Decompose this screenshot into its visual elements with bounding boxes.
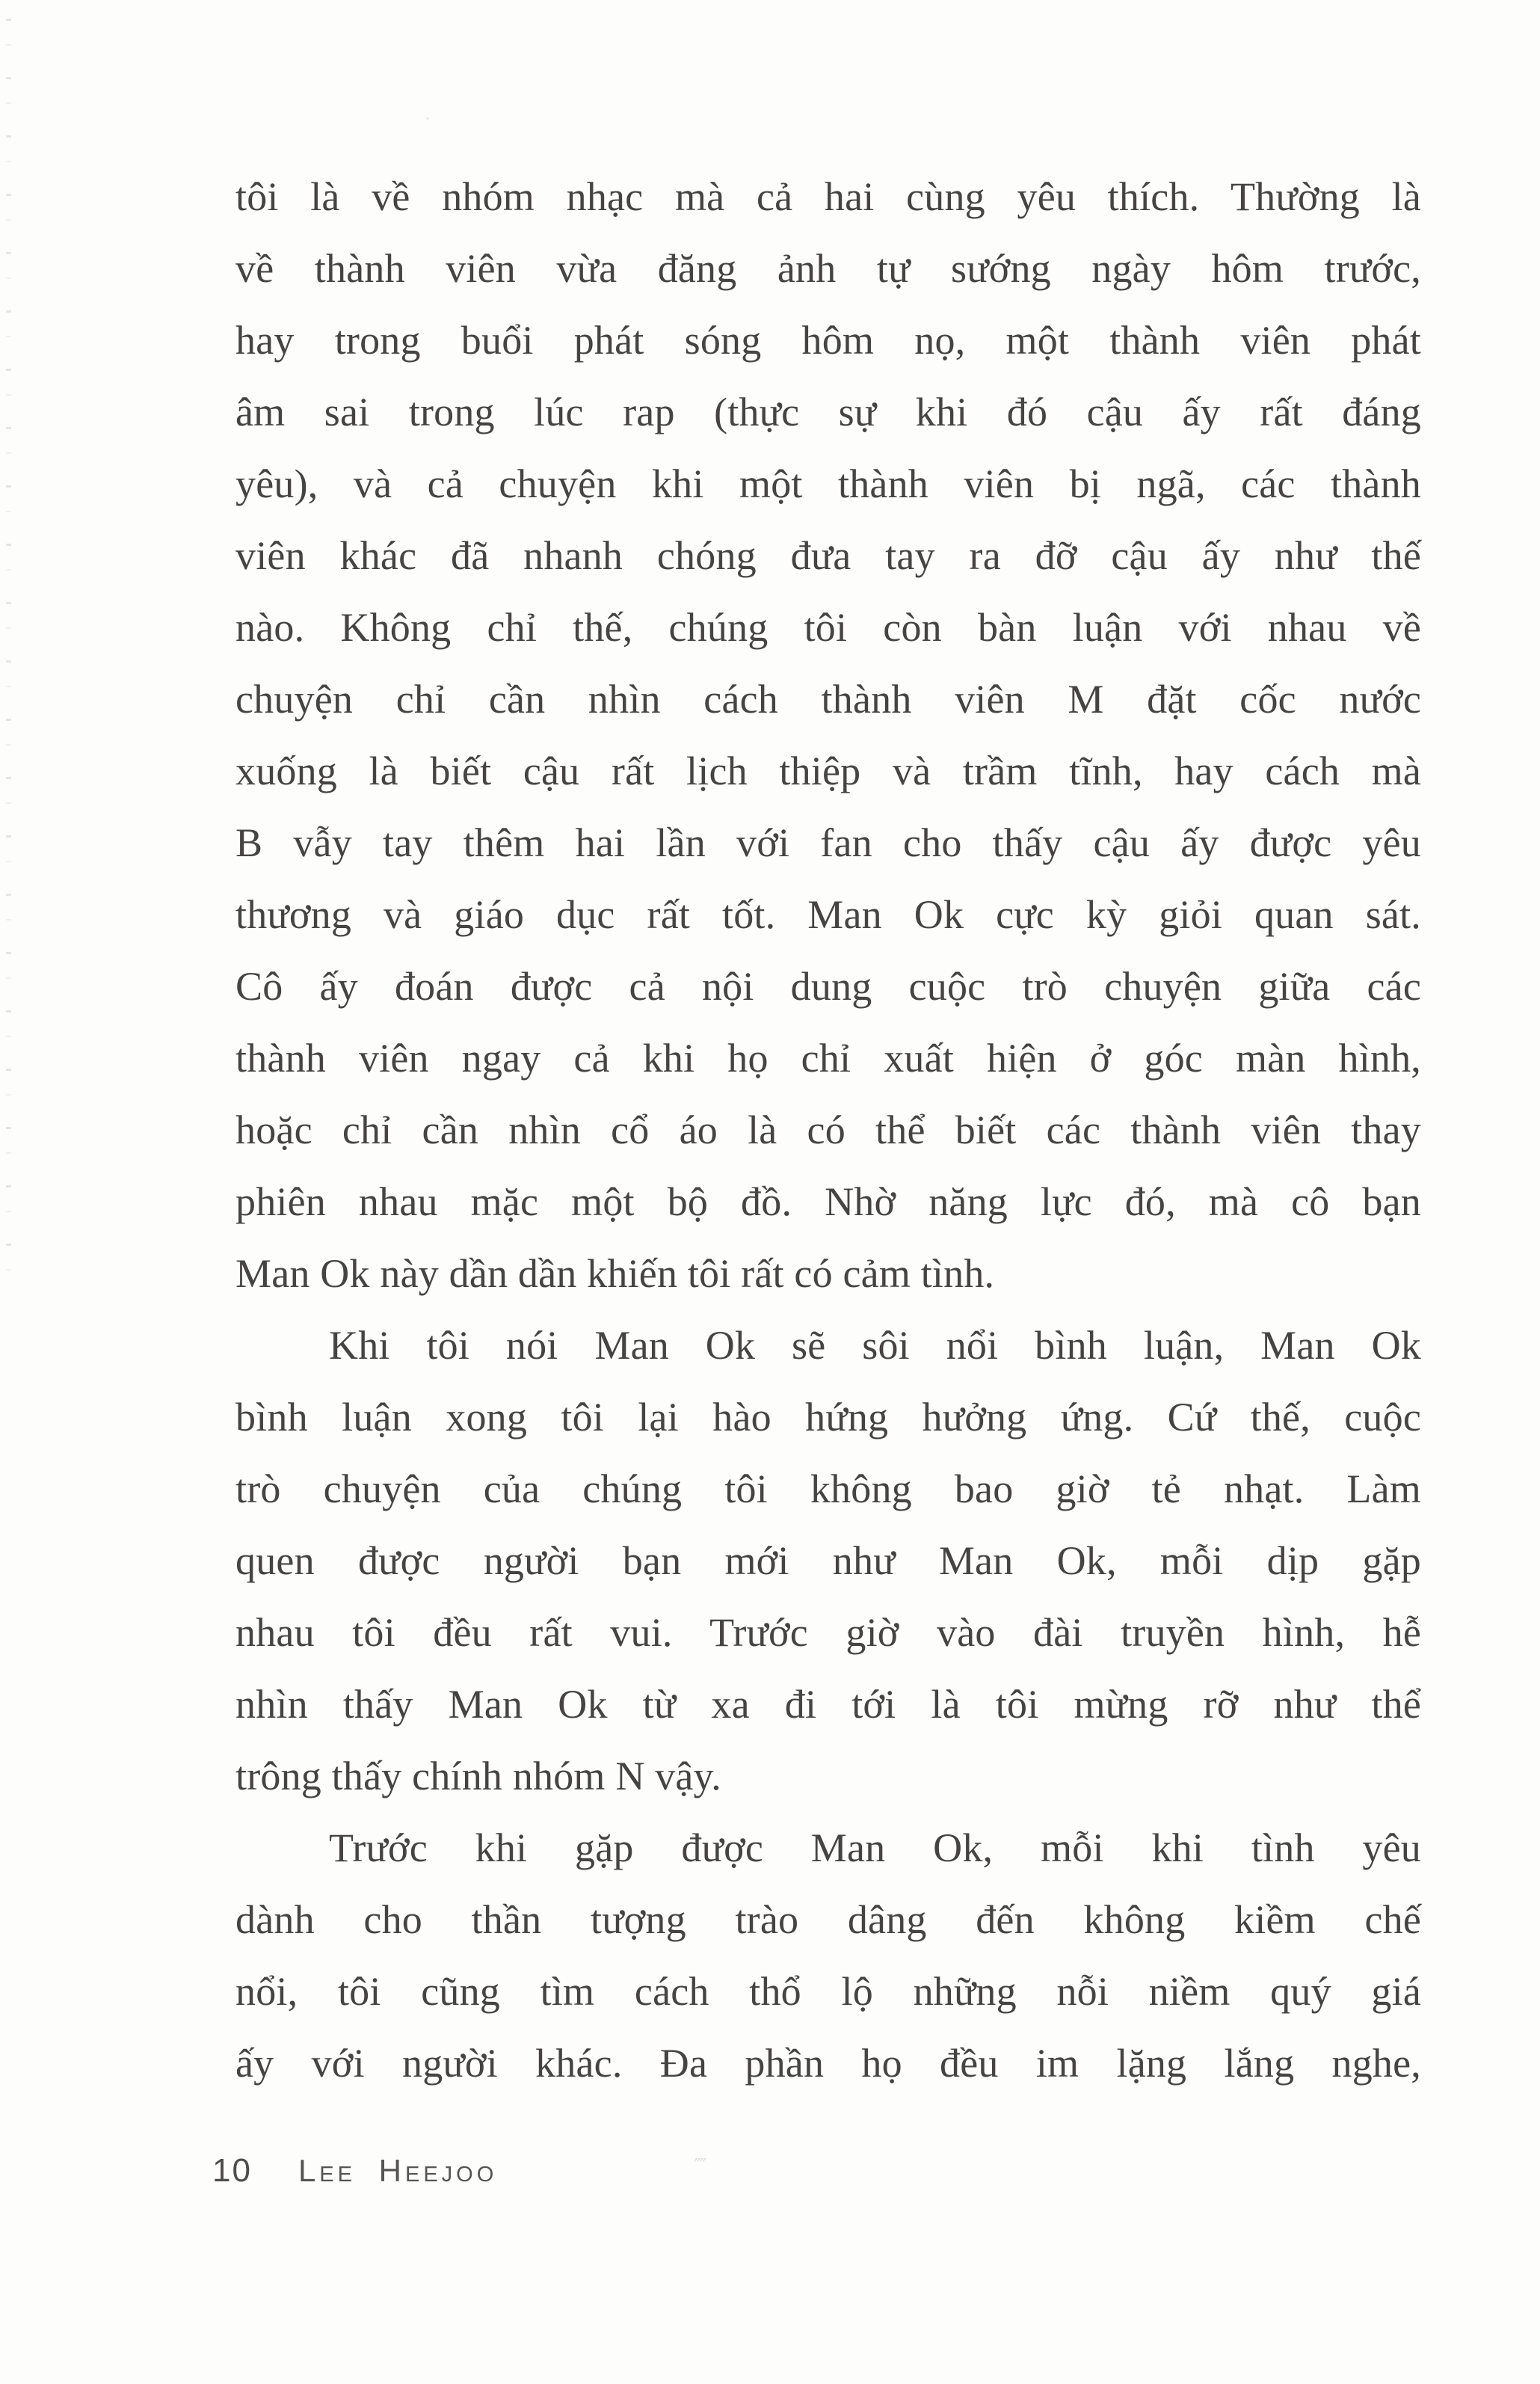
running-header-author: Lee Heejoo — [298, 2153, 498, 2188]
scan-noise-left-edge — [6, 19, 11, 1290]
scan-speck: ⁗ — [694, 2155, 707, 2177]
text-line: nhau tôi đều rất vui. Trước giờ vào đài truyền hình, hễ — [235, 1610, 1421, 1655]
text-line: phiên nhau mặc một bộ đồ. Nhờ năng lực đó, mà cô bạn — [235, 1179, 1421, 1224]
text-line: ấy với người khác. Đa phần họ đều im lặng lắng nghe, — [235, 2041, 1421, 2086]
page-footer — [212, 2152, 497, 2190]
text-line: trò chuyện của chúng tôi không bao giờ tẻ nhạt. Làm — [235, 1466, 1421, 1511]
text-line-paragraph-start: Trước khi gặp được Man Ok, mỗi khi tình yêu — [329, 1825, 1421, 1870]
text-line: yêu), và cả chuyện khi một thành viên bị ngã, các thành — [235, 461, 1421, 506]
text-line: hay trong buổi phát sóng hôm nọ, một thành viên phát — [235, 318, 1421, 363]
text-line: xuống là biết cậu rất lịch thiệp và trầm tĩnh, hay cách mà — [235, 749, 1421, 793]
text-line: âm sai trong lúc rap (thực sự khi đó cậu ấy rất đáng — [235, 390, 1421, 434]
scan-speck — [426, 117, 429, 120]
text-line: dành cho thần tượng trào dâng đến không kiềm chế — [235, 1897, 1421, 1942]
text-line: nổi, tôi cũng tìm cách thổ lộ những nỗi niềm quý giá — [235, 1969, 1421, 2014]
page-text — [235, 161, 1421, 2099]
text-line: Cô ấy đoán được cả nội dung cuộc trò chuyện giữa các — [235, 964, 1421, 1009]
text-line: bình luận xong tôi lại hào hứng hưởng ứng. Cứ thế, cuộc — [235, 1395, 1421, 1440]
text-line: viên khác đã nhanh chóng đưa tay ra đỡ cậu ấy như thế — [235, 533, 1421, 578]
text-line: tôi là về nhóm nhạc mà cả hai cùng yêu thích. Thường là — [235, 174, 1421, 219]
text-line-paragraph-end: trông thấy chính nhóm N vậy. — [235, 1754, 721, 1798]
text-line-paragraph-start: Khi tôi nói Man Ok sẽ sôi nổi bình luận, Man Ok — [329, 1323, 1421, 1368]
text-line: quen được người bạn mới như Man Ok, mỗi dịp gặp — [235, 1538, 1421, 1583]
text-line: thương và giáo dục rất tốt. Man Ok cực kỳ giỏi quan sát. — [235, 892, 1421, 937]
text-line: thành viên ngay cả khi họ chỉ xuất hiện ở góc màn hình, — [235, 1036, 1421, 1081]
text-line: nhìn thấy Man Ok từ xa đi tới là tôi mừng rỡ như thể — [235, 1682, 1421, 1727]
text-line-paragraph-end: Man Ok này dần dần khiến tôi rất có cảm tình. — [235, 1251, 995, 1296]
text-line: về thành viên vừa đăng ảnh tự sướng ngày hôm trước, — [235, 246, 1421, 291]
text-line: B vẫy tay thêm hai lần với fan cho thấy cậu ấy được yêu — [235, 820, 1421, 865]
text-line: nào. Không chỉ thế, chúng tôi còn bàn luận với nhau về — [235, 605, 1421, 650]
text-line: hoặc chỉ cần nhìn cổ áo là có thể biết các thành viên thay — [235, 1107, 1421, 1152]
page-number: 10 — [212, 2152, 252, 2189]
text-line: chuyện chỉ cần nhìn cách thành viên M đặt cốc nước — [235, 677, 1421, 722]
